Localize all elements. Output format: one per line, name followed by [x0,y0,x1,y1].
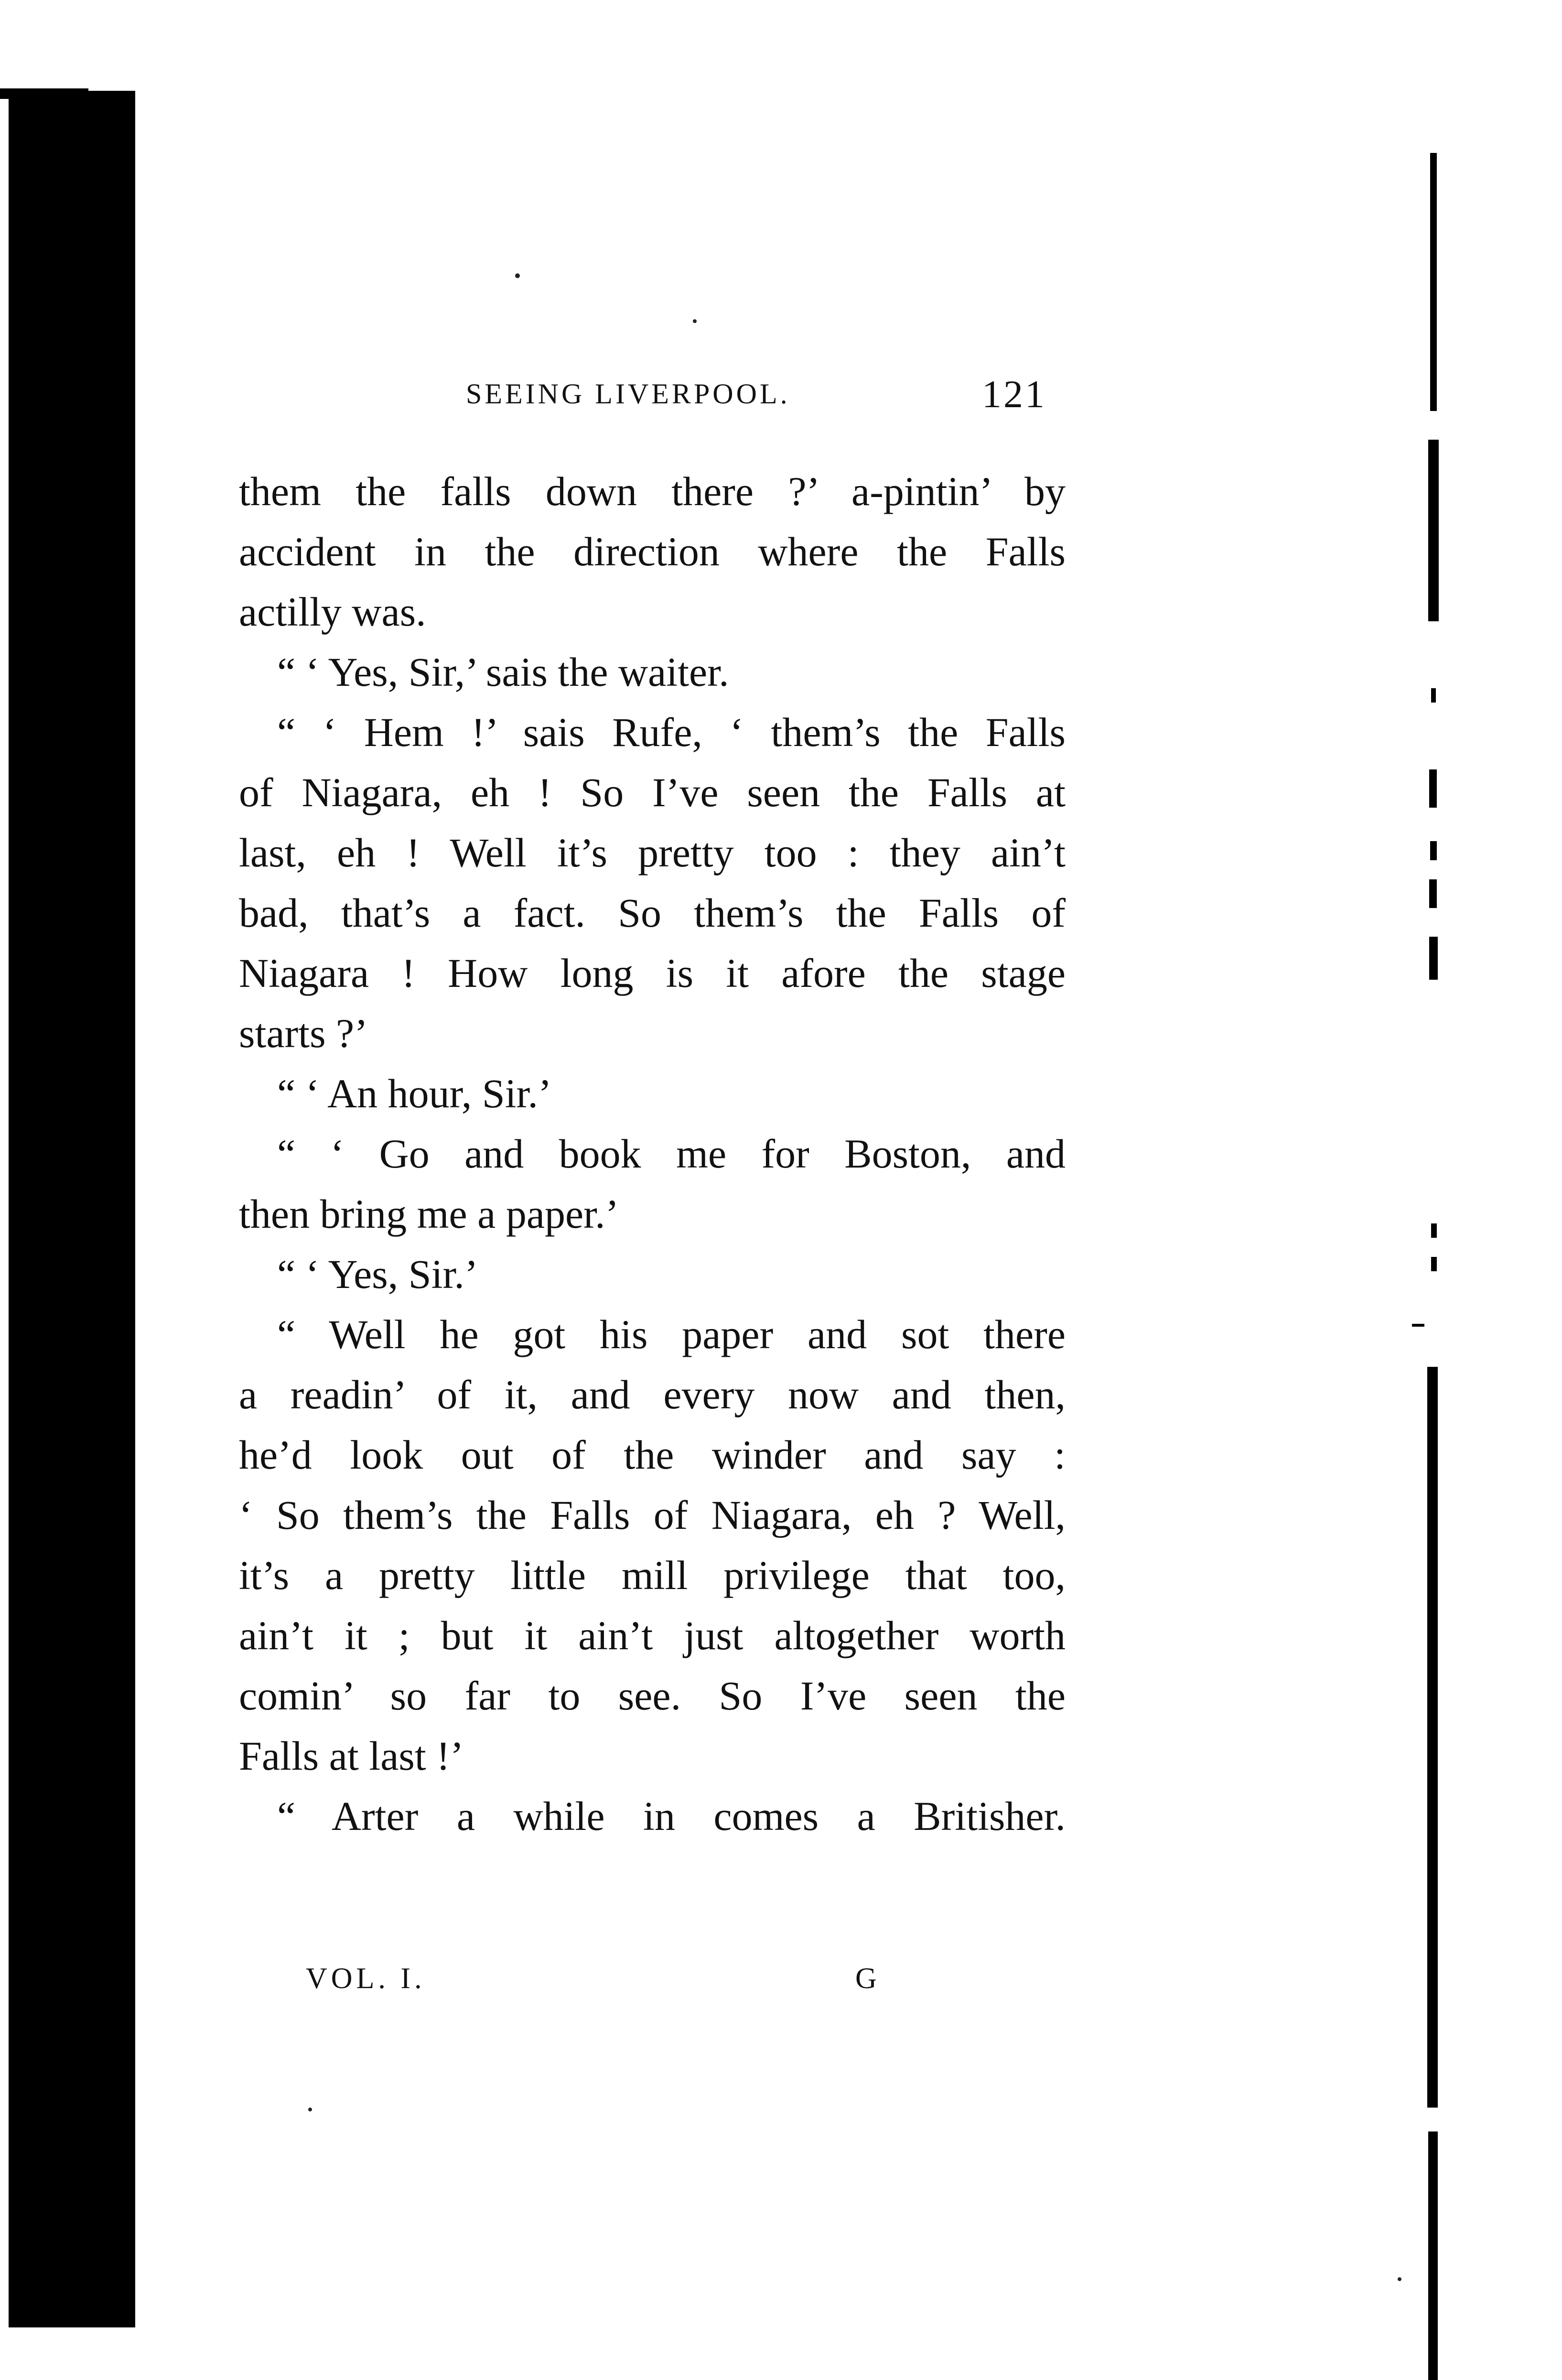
text-line: he’d look out of the winder and say : [239,1432,1066,1478]
text-line: “ Well he got his paper and sot there [277,1311,1066,1357]
volume-mark: VOL. I. [306,1962,426,1995]
text-line: of Niagara, eh ! So I’ve seen the Falls at [239,769,1066,815]
text-line: “ ‘ Yes, Sir.’ [277,1251,478,1297]
text-line: actilly was. [239,589,426,635]
body-text [239,461,1066,1846]
text-line: ‘ So them’s the Falls of Niagara, eh ? Well, [239,1492,1066,1538]
running-head: SEEING LIVERPOOL. [466,378,790,410]
text-line: it’s a pretty little mill privilege that too, [239,1552,1066,1598]
text-line: comin’ so far to see. So I’ve seen the [239,1673,1066,1719]
text-line: “ ‘ Yes, Sir,’ sais the waiter. [277,649,729,695]
text-line: Niagara ! How long is it afore the stage [239,950,1066,996]
text-line: bad, that’s a fact. So them’s the Falls of [239,890,1066,936]
scan-edge-noise [1426,124,1460,2313]
text-line: “ ‘ Go and book me for Boston, and [277,1131,1066,1177]
signature-mark: G [855,1962,877,1995]
text-line: ain’t it ; but it ain’t just altogether worth [239,1612,1066,1658]
speck [515,273,520,278]
text-line: accident in the direction where the Falls [239,529,1066,574]
speck [693,319,697,323]
binding-edge [9,91,135,2327]
text-line: Falls at last !’ [239,1733,464,1779]
text-line: last, eh ! Well it’s pretty too : they ain’t [239,830,1066,876]
text-line: then bring me a paper.’ [239,1191,619,1237]
speck [1398,2277,1401,2281]
text-line: a readin’ of it, and every now and then, [239,1372,1066,1417]
text-line: “ Arter a while in comes a Britisher. [277,1793,1066,1839]
text-line: them the falls down there ?’ a-pintin’ by [239,468,1066,514]
text-line: starts ?’ [239,1010,368,1056]
speck [308,2108,312,2111]
text-line: “ ‘ Hem !’ sais Rufe, ‘ them’s the Falls [277,709,1066,755]
text-line: “ ‘ An hour, Sir.’ [277,1071,552,1116]
page-number: 121 [982,372,1046,416]
